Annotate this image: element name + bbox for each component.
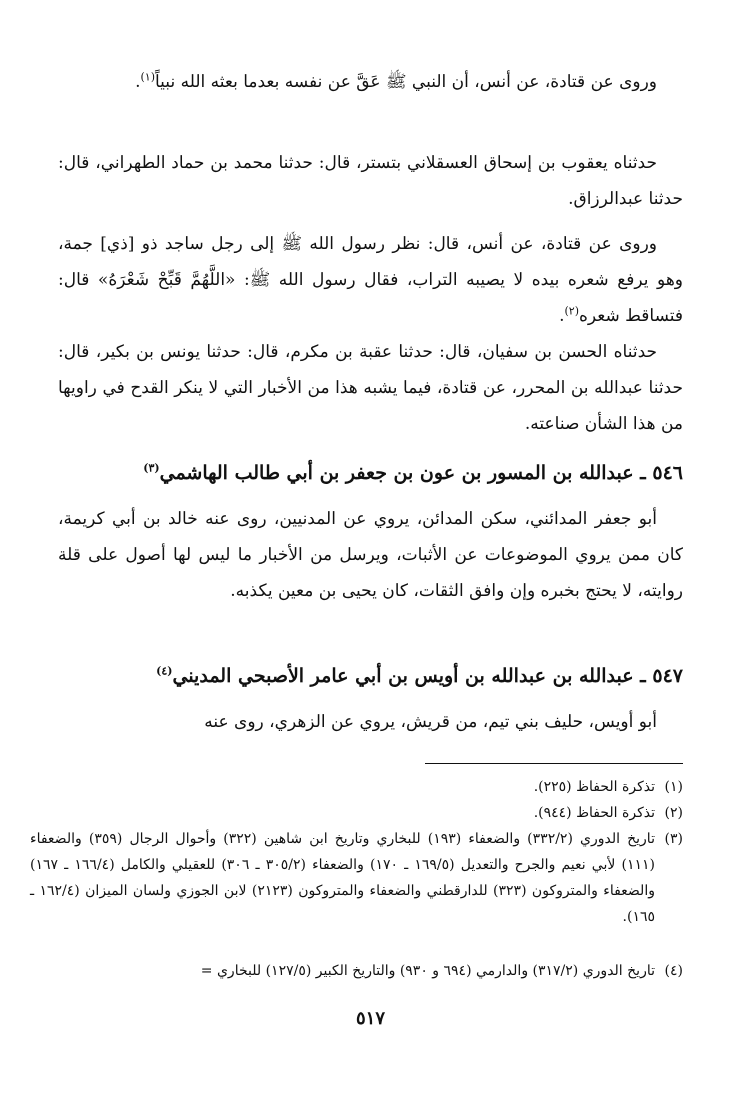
paragraph-1	[58, 64, 683, 100]
footnote-2-number: (٢)	[664, 805, 683, 821]
footnote-3-text: تاريخ الدوري (٣٣٢/٢) والضعفاء (١٩٣) للبخاري وتاريخ ابن شاهين (٣٢٢) وأحوال الرجال (٣٥٩) والضعفاء (١١١) لأبي نعيم والجرح والتعديل (١٦٩/٥ ـ ١٧٠) والضعفاء (٣٠٥/٢ ـ ٣٠٦) للعقيلي والكامل (١٦٦/٤ ـ ١٦٧) والضعفاء والمتروكون (٣٢٣) للدارقطني والضعفاء والمتروكون (٢١٢٣) لابن الجوزي ولسان الميزان (١٦٢/٤ ـ ١٦٥).	[30, 831, 655, 925]
entry-546-text: أبو جعفر المدائني، سكن المدائن، يروي عن المدنيين، روى عنه خالد بن أبي كريمة، كان ممن يروي الموضوعات عن الأثبات، ويرسل من الأخبار ما ليس لها أصول على قلة روايته، لا يحتج بخبره وإن وافق الثقات، كان يحيى بن معين يكذبه.	[58, 509, 683, 601]
footnote-4-text: تاريخ الدوري (٣١٧/٢) والدارمي (٦٩٤ و ٩٣٠) والتاريخ الكبير (١٢٧/٥) للبخاري =	[200, 963, 655, 979]
paragraph-3	[58, 226, 683, 334]
footnote-3-number: (٣)	[664, 831, 683, 847]
entry-547-body	[58, 704, 683, 740]
footnote-1-number: (١)	[664, 779, 683, 795]
paragraph-3-text: وروى عن قتادة، عن أنس، قال: نظر رسول الله ﷺ إلى رجل ساجد ذو [ذي] جمة، وهو يرفع شعره بيده لا يصيبه التراب، فقال رسول الله ﷺ: «اللَّهُمَّ قَبِّحْ شَعْرَهُ» قال: فتساقط شعره	[58, 234, 683, 326]
entry-547-heading	[58, 658, 683, 694]
paragraph-4-text: حدثناه الحسن بن سفيان، قال: حدثنا عقبة بن مكرم، قال: حدثنا يونس بن بكير، قال: حدثنا عبدالله بن المحرر، عن قتادة، فيما يشبه هذا من الأخبار التي لا ينكر القدح في راويها من هذا الشأن صناعته.	[58, 342, 683, 434]
footnote-3	[30, 826, 683, 930]
entry-546-heading	[58, 455, 683, 491]
paragraph-2	[58, 145, 683, 217]
footnote-ref-1: (١)	[140, 70, 155, 84]
page-number: ٥١٧	[355, 1008, 385, 1029]
footnote-ref-4: (٤)	[156, 664, 173, 678]
footnote-separator	[425, 763, 683, 764]
paragraph-2-text: حدثناه يعقوب بن إسحاق العسقلاني بتستر، قال: حدثنا محمد بن حماد الطهراني، قال: حدثنا عبدالرزاق.	[58, 153, 683, 209]
entry-546-body	[58, 501, 683, 609]
footnote-2-text: تذكرة الحفاظ (٩٤٤).	[533, 805, 655, 821]
footnote-4-number: (٤)	[664, 963, 683, 979]
entry-547-text: أبو أويس، حليف بني تيم، من قريش، يروي عن الزهري، روى عنه	[204, 712, 657, 732]
footnote-1	[58, 774, 683, 800]
entry-546-title: ٥٤٦ ـ عبدالله بن المسور بن عون بن جعفر بن أبي طالب الهاشمي	[159, 462, 683, 484]
footnote-ref-3: (٣)	[143, 461, 160, 475]
footnote-2	[58, 800, 683, 826]
footnote-1-text: تذكرة الحفاظ (٢٢٥).	[533, 779, 655, 795]
paragraph-4	[58, 334, 683, 442]
entry-547-title: ٥٤٧ ـ عبدالله بن عبدالله بن أويس بن أبي عامر الأصبحي المديني	[172, 665, 683, 687]
footnote-4	[58, 958, 683, 984]
paragraph-3-end: .	[559, 306, 565, 326]
footnote-ref-2: (٢)	[564, 304, 579, 318]
paragraph-1-end: .	[135, 72, 141, 92]
paragraph-1-text: وروى عن قتادة، عن أنس، أن النبي ﷺ عَقَّ عن نفسه بعدما بعثه الله نبياً	[155, 72, 657, 92]
